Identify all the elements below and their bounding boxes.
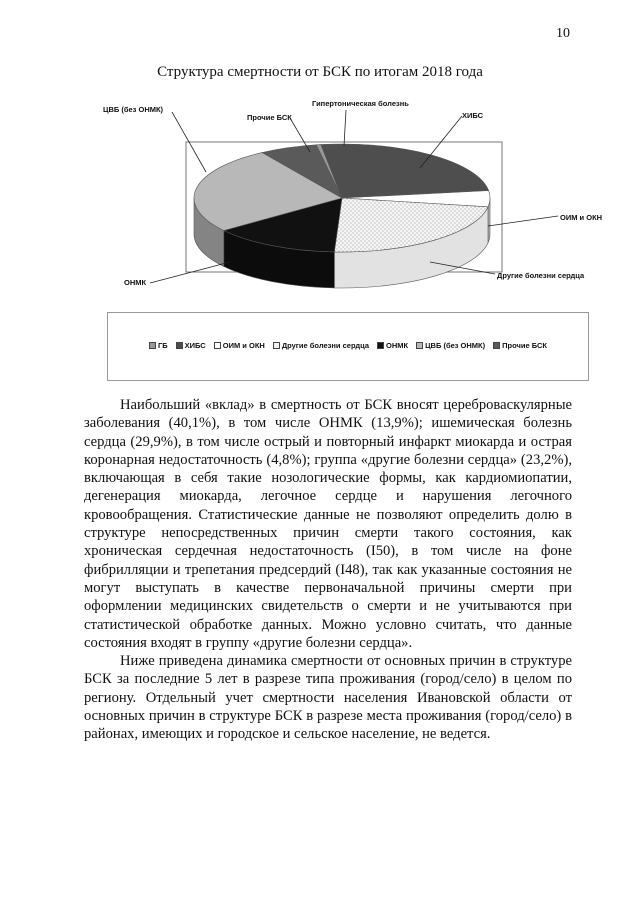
legend-swatch	[493, 342, 500, 349]
leader-line-оим-и-окн	[488, 216, 558, 226]
legend-swatch	[176, 342, 183, 349]
pie-slices	[194, 144, 490, 252]
legend-item-хибс	[176, 341, 206, 350]
slice-label-гипертоническая-болезнь: Гипертоническая болезнь	[312, 99, 409, 108]
slice-label-другие-болезни-сердца: Другие болезни сердца	[497, 271, 585, 280]
legend-label: Другие болезни сердца	[281, 341, 369, 350]
slice-label-цвб-без-онмк: ЦВБ (без ОНМК)	[103, 105, 164, 114]
legend-label: ЦВБ (без ОНМК)	[425, 341, 486, 350]
legend-label: Прочие БСК	[502, 341, 548, 350]
legend-item-оим-и-окн	[214, 341, 265, 350]
pie-chart	[0, 0, 640, 300]
legend-items	[108, 341, 588, 350]
paragraph-2: Ниже приведена динамика смертности от основных причин в структуре БСК за последние 5 лет в разрезе типа проживания (город/село) в целом по региону. Отдельный учет смертности населения Ивановской области от основных причин в структуре БСК в разрезе места проживания (город/село) в районах, имеющих и городское и сельское население, не ведется.	[84, 653, 572, 743]
legend-item-прочие-бск	[493, 341, 547, 350]
legend-item-онмк	[377, 341, 408, 350]
pie-slice-хибс	[321, 144, 489, 198]
legend-label: ГБ	[157, 341, 168, 350]
slice-label-онмк: ОНМК	[124, 278, 147, 287]
page-number: 10	[556, 26, 570, 41]
legend-label: ОИМ и ОКН	[222, 341, 265, 350]
legend-item-другие-болезни-сердца	[273, 341, 369, 350]
legend-swatch	[273, 342, 280, 349]
legend-swatch	[416, 342, 423, 349]
slice-label-оим-и-окн: ОИМ и ОКН	[560, 213, 603, 222]
chart-title: Структура смертности от БСК по итогам 2018 года	[157, 64, 483, 80]
legend-item-гб	[149, 341, 168, 350]
legend-swatch	[377, 342, 384, 349]
legend-swatch	[149, 342, 156, 349]
legend-label: ОНМК	[386, 341, 409, 350]
slice-label-прочие-бск: Прочие БСК	[247, 113, 292, 122]
legend-item-цвб-без-онмк	[416, 341, 485, 350]
legend-swatch	[214, 342, 221, 349]
slice-label-хибс: ХИБС	[462, 111, 484, 120]
paragraph-1: Наибольший «вклад» в смертность от БСК вносят цереброваскулярные заболевания (40,1%), в том числе ОНМК (13,9%); ишемическая болезнь сердца (29,9%), в том числе острый и повторный инфаркт миокарда и острая коронарная недостаточность (4,8%); группа «другие болезни сердца» (23,2%), включающая в себя такие нозологические формы, как кардиомиопатии, дегенерация миокарда, легочное сердце и нарушения легочного кровообращения. Статистические данные не позволяют определить долю в структуре непосредственных причин смерти такого состояния, как хроническая сердечная недостаточность (I50), в том числе на фоне фибрилляции и трепетания предсердий (I48), так как указанные состояния не могут выступать в качестве первоначальной причины смерти при оформлении медицинских свидетельств о смерти и не учитываются при статистической обработке данных. Можно условно считать, что данные состояния входят в группу «другие болезни сердца».	[84, 397, 572, 651]
legend-label: ХИБС	[184, 341, 206, 350]
leader-line-гипертоническая-болезнь	[344, 110, 346, 146]
legend	[107, 312, 589, 381]
body-text	[84, 396, 572, 744]
